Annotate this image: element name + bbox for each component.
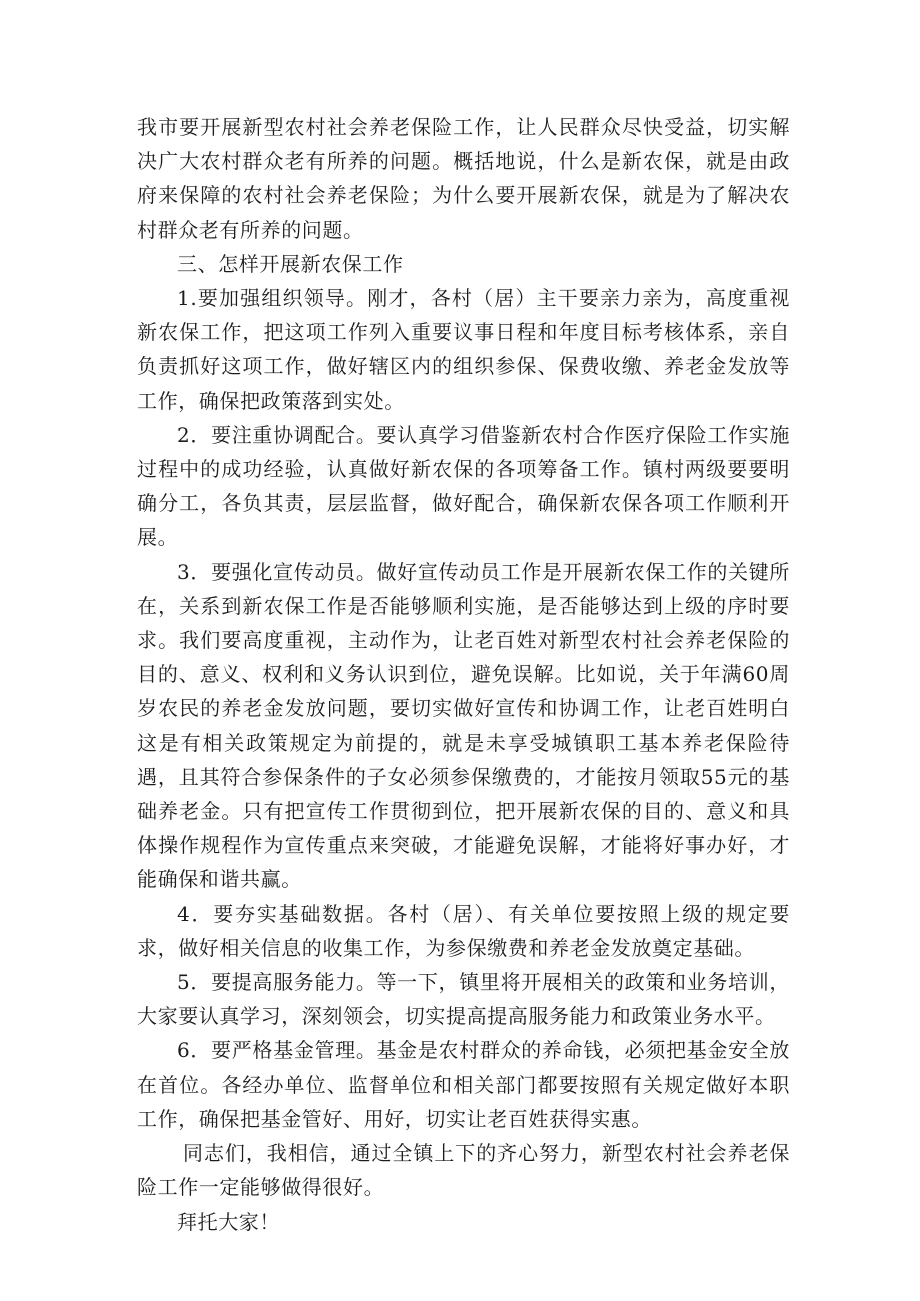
document-page <box>137 110 790 1239</box>
paragraph-item-2: 2．要注重协调配合。要认真学习借鉴新农村合作医疗保险工作实施过程中的成功经验，认真做好新农保的各项筹备工作。镇村两级要要明确分工，各负其责，层层监督，做好配合，确保新农保各项工作顺利开展。 <box>137 422 790 550</box>
paragraph-intro-continued: 我市要开展新型农村社会养老保险工作，让人民群众尽快受益，切实解决广大农村群众老有所养的问题。概括地说，什么是新农保，就是由政府来保障的农村社会养老保险；为什么要开展新农保，就是为了解决农村群众老有所养的问题。 <box>137 115 790 242</box>
paragraph-item-5: 5．要提高服务能力。等一下，镇里将开展相关的政策和业务培训，大家要认真学习，深刻领会，切实提高提高服务能力和政策业务水平。 <box>137 970 790 1029</box>
paragraph-item-6: 6．要严格基金管理。基金是农村群众的养命钱，必须把基金安全放在首位。各经办单位、监督单位和相关部门都要按照有关规定做好本职工作，确保把基金管好、用好，切实让老百姓获得实惠。 <box>137 1038 790 1131</box>
paragraph-closing: 同志们，我相信，通过全镇上下的齐心努力，新型农村社会养老保险工作一定能够做得很好。 <box>137 1141 790 1200</box>
paragraph-item-3: 3．要强化宣传动员。做好宣传动员工作是开展新农保工作的关键所在，关系到新农保工作是否能够顺利实施，是否能够达到上级的序时要求。我们要高度重视，主动作为，让老百姓对新型农村社会养老保险的目的、意义、权利和义务认识到位，避免误解。比如说，关于年满60周岁农民的养老金发放问题，要切实做好宣传和协调工作，让老百姓明白这是有相关政策规定为前提的，就是未享受城镇职工基本养老保险待遇，且其符合参保条件的子女必须参保缴费的，才能按月领取55元的基础养老金。只有把宣传工作贯彻到位，把开展新农保的目的、意义和具体操作规程作为宣传重点来突破，才能避免误解，才能将好事办好，才能确保和谐共赢。 <box>137 559 790 892</box>
section-heading: 三、怎样开展新农保工作 <box>177 251 404 276</box>
paragraph-farewell: 拜托大家！ <box>177 1209 280 1234</box>
paragraph-item-4: 4．要夯实基础数据。各村（居）、有关单位要按照上级的规定要求，做好相关信息的收集工作，为参保缴费和养老金发放奠定基础。 <box>137 901 790 960</box>
paragraph-item-1: 1.要加强组织领导。刚才，各村（居）主干要亲力亲为，高度重视新农保工作，把这项工作列入重要议事日程和年度目标考核体系，亲自负责抓好这项工作，做好辖区内的组织参保、保费收缴、养老金发放等工作，确保把政策落到实处。 <box>137 286 790 413</box>
